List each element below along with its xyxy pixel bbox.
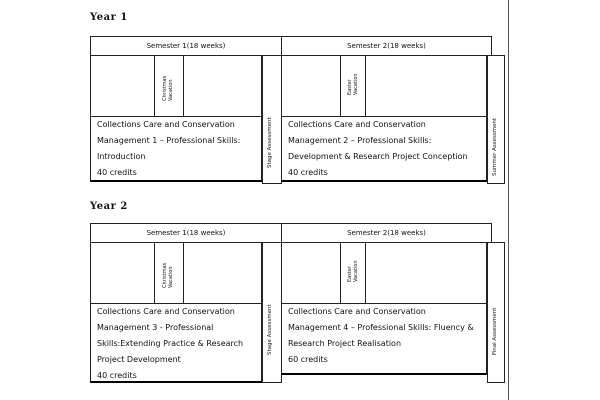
module-line: Collections Care and Conservation — [288, 120, 426, 129]
year-1-easter-label: Easter — [347, 79, 353, 95]
module-line: Introduction — [97, 152, 146, 161]
module-line: Project Development — [97, 355, 181, 364]
module-line: Management 4 – Professional Skills: Fluency & — [288, 323, 474, 332]
year-2-christmas-vacation — [154, 242, 184, 304]
year-2-easter-label: Easter — [347, 266, 353, 282]
year-2-christmas-label: Christmas — [162, 262, 168, 288]
module-credits: 40 credits — [97, 371, 137, 380]
module-line: Research Project Realisation — [288, 339, 402, 348]
year-1-summer-assessment — [487, 55, 505, 184]
module-line: Skills:Extending Practice & Research — [97, 339, 244, 348]
year-2-stage-assessment — [262, 242, 282, 383]
year-1-schedule-table — [90, 36, 502, 184]
module-line: Management 1 – Professional Skills: — [97, 136, 241, 145]
year-2-final-assessment — [487, 242, 505, 383]
year-2-module-3 — [90, 303, 262, 383]
module-line: Collections Care and Conservation — [288, 307, 426, 316]
module-line: Development & Research Project Conception — [288, 152, 468, 161]
year-2-easter-vacation — [340, 242, 366, 304]
year-1-vacation-label: Vacation — [168, 79, 174, 101]
year-1-christmas-label: Christmas — [162, 75, 168, 101]
year-1-module-2 — [281, 116, 487, 182]
year-1-stage-assessment — [262, 55, 282, 184]
year-1-christmas-vacation — [154, 55, 184, 117]
year-2-semester-2-header: Semester 2(18 weeks) — [281, 223, 492, 243]
year-1-module-1 — [90, 116, 262, 182]
year-2-heading: Year 2 — [90, 201, 128, 212]
year-2-schedule-table — [90, 223, 502, 383]
module-line: Management 3 - Professional — [97, 323, 214, 332]
year-2-semester-1-header: Semester 1(18 weeks) — [90, 223, 282, 243]
year-1-semester-2-header: Semester 2(18 weeks) — [281, 36, 492, 56]
year-1-summer-assessment-label: Summer Assessment — [492, 117, 498, 176]
year-2-module-4 — [281, 303, 487, 375]
module-credits: 40 credits — [97, 168, 137, 177]
module-line: Collections Care and Conservation — [97, 307, 235, 316]
module-credits: 60 credits — [288, 355, 328, 364]
year-2-semester-2-body — [281, 242, 487, 304]
year-2-final-assessment-label: Final Assessment — [492, 307, 498, 355]
module-credits: 40 credits — [288, 168, 328, 177]
page-margin-rule — [508, 0, 509, 400]
module-line: Management 2 – Professional Skills: — [288, 136, 432, 145]
year-2-vacation2-label: Vacation — [353, 260, 359, 282]
year-1-heading: Year 1 — [90, 12, 128, 23]
year-1-semester-1-header: Semester 1(18 weeks) — [90, 36, 282, 56]
year-2-stage-assessment-label: Stage Assessment — [267, 304, 273, 355]
year-1-stage-assessment-label: Stage Assessment — [267, 117, 273, 168]
year-2-vacation-label: Vacation — [168, 266, 174, 288]
module-line: Collections Care and Conservation — [97, 120, 235, 129]
year-1-semester-2-body — [281, 55, 487, 117]
year-1-vacation2-label: Vacation — [353, 73, 359, 95]
year-1-easter-vacation — [340, 55, 366, 117]
